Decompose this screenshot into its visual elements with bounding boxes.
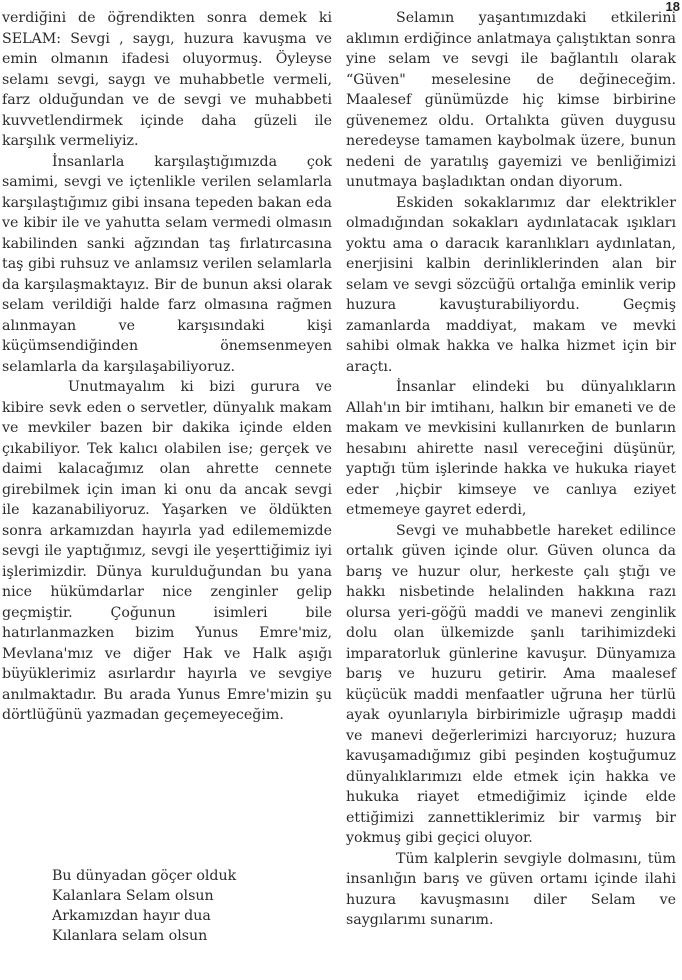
poem-line: Arkamızdan hayır dua (52, 908, 211, 924)
paragraph: Tüm kalplerin sevgiyle dolmasını, tüm insanlığın barış ve güven ortamı içinde ilahi huzura kavuşmasını diler Selam ve saygılarımı sunarım. (346, 850, 676, 928)
paragraph: Eskiden sokaklarımız dar elektrikler olmadığından sokakları aydınlatacak ışıkları yoktu ama o daracık karanlıkları aydınlatan, enerjisini kalbin derinliklerinden alan bir selam ve sevgi sözcüğü ortalığa eminlik verip huzura kavuşturabiliyordu. Geçmiş zamanlarda maddiyat, makam ve mevki sahibi olmak hakka ve halka hizmet için bir araçtı. (346, 194, 676, 375)
right-column (346, 8, 676, 931)
poem (52, 866, 292, 946)
paragraph: İnsanlar elindeki bu dünyalıkların Allah'ın bir imtihanı, halkın bir emaneti ve de makam ve mevkisini kullanırken de bunların hesabını ahirette nasıl vereceğini düşünür, yaptığı tüm işlerinde hakka ve hukuka riayet eder ,hiçbir kimseye ve canlıya eziyet etmemeye gayret ederdi, (346, 379, 676, 518)
paragraph: Sevgi ve muhabbetle hareket edilince ortalık güven içinde olur. Güven olunca da barış ve huzur olur, herkeste çalı ştığı ve hakkı nisbetinde helalinden hakkına razı olursa yeri-göğü maddi ve manevi zenginlik dolu olan ülkemizde şanlı tarihimizdeki imparatorluk günlerine kavuşur. Dünyamıza barış ve huzuru getirir. Ama maalesef küçücük maddi menfaatler uğruna her türlü ayak oyunlarıyla birbirimizle uğraşıp maddi ve manevi değerlerimizi harcıyoruz; huzura kavuşamadığımız gibi peşinden koştuğumuz dünyalıklarımızı elde etmek için hakka ve hukuka riayet etmediğimiz içinde elde ettiğimizi zannettiklerimiz bir varmış bir yokmuş gibi geçici oluyor. (346, 522, 676, 846)
paragraph: verdiğini de öğrendikten sonra demek ki SELAM: Sevgi , saygı, huzura kavuşma ve emin olmanın ifadesi oluyormuş. Öyleyse selamı sevgi, saygı ve muhabbetle vermeli, farz olduğundan ve de sevgi ve muhabbeti kuvvetlendirmek içinde daha güzeli ile karşılık vermeliyiz. (2, 10, 332, 149)
poem-line: Kalanlara Selam olsun (52, 888, 214, 904)
poem-line: Bu dünyadan göçer olduk (52, 868, 237, 884)
paragraph: Unutmayalım ki bizi gurura ve kibire sevk eden o servetler, dünyalık makam ve mevkiler bazen bir dakika içinde elden çıkabiliyor. Tek kalıcı olabilen ise; gerçek ve daimi kalacağımız olan ahrette cennete girebilmek için iman ki onu da ancak sevgi ile kazanabiliyoruz. Yaşarken ve öldükten sonra arkamızdan hayırla yad edilememizde sevgi ile yaptığımız, sevgi ile yeşerttiğimiz iyi işlerimizdir. Dünya kurulduğundan bu yana nice hükümdarlar nice zenginler gelip geçmiştir. Çoğunun isimleri bile hatırlanmazken bizim Yunus Emre'miz, Mevlana'mız ve diğer Hak ve Halk aşığı büyüklerimiz asırlardır hayırla ve sevgiye anılmaktadır. Bu arada Yunus Emre'mizin şu dörtlüğünü yazmadan geçemeyeceğim. (2, 379, 332, 723)
paragraph: İnsanlarla karşılaştığımızda çok samimi, sevgi ve içtenlikle verilen selamlarla karşılaştığımız gibi insana tepeden bakan eda ve kibir ile ve yahutta selam vermedi olmasın kabilinden sanki ağzından taş fırlatırcasına taş gibi ruhsuz ve anlamsız verilen selamlarla da karşılaşmaktayız. Bir de bunun aksi olarak selam verildiği halde farz olmasına rağmen alınmayan ve karşısındaki kişi küçümsendiğinden önemsenmeyen selamlarla da karşılaşabiliyoruz. (2, 153, 332, 375)
paragraph: Selamın yaşantımızdaki etkilerini aklımın erdiğince anlatmaya çalıştıktan sonra yine selam ve sevgi ile bağlantılı olarak “Güven" meselesine de değineceğim. Maalesef günümüzde hiç kimse birbirine güvenemez oldu. Ortalıkta güven duygusu neredeyse tamamen kaybolmak üzere, bunun nedeni de yaratılış gayemizi ve benliğimizi unutmaya başladıktan ondan diyorum. (346, 10, 676, 190)
poem-line: Kılanlara selam olsun (52, 928, 208, 944)
left-column (2, 8, 332, 726)
page-number: 18 (665, 0, 680, 14)
